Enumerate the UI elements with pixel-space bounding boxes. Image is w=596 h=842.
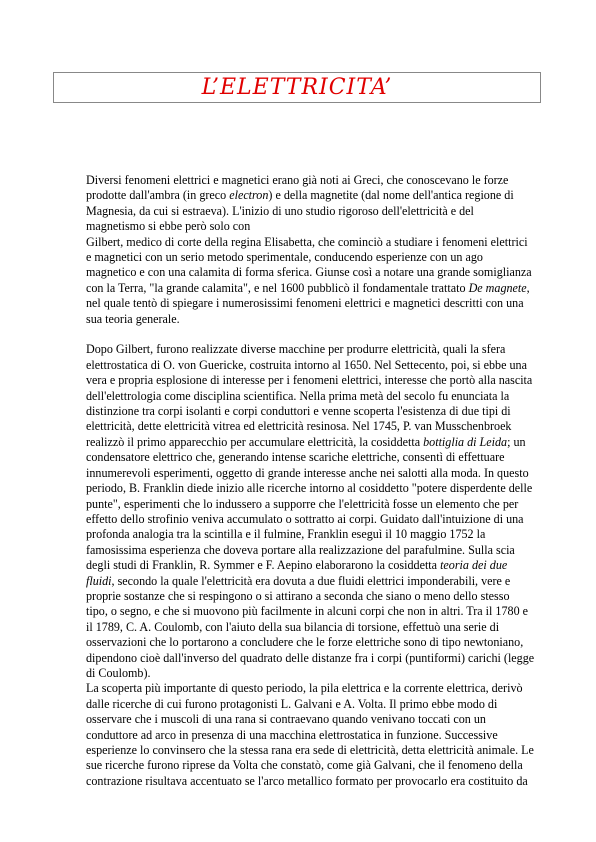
text-line: La scoperta più importante di questo periodo, la pila elettrica e la corrente elettrica, derivò [86, 681, 523, 696]
text-line: fluidi, secondo la quale l'elettricità era dovuta a due fluidi elettrici imponderabili, vere e [86, 573, 511, 588]
text-line: dalle ricerche di cui furono protagonisti L. Galvani e A. Volta. Il primo ebbe modo di [86, 696, 498, 711]
text-line: contrazione risultava accentuato se l'arco metallico formato per provocarlo era costituito da [86, 773, 528, 788]
text-line: Magnesia, da cui si estraeva). L'inizio di uno studio rigoroso dell'elettricità e del [86, 203, 474, 218]
paragraph-2 [86, 342, 538, 789]
text-line: prodotte dall'ambra (in greco electron) e della magnetite (dal nome dell'antica regione di [86, 188, 514, 203]
text-line: elettrostatica di O. von Guericke, costruita intorno al 1650. Nel Settecento, poi, si ebbe una [86, 357, 527, 372]
italic-term: bottiglia di Leida [423, 434, 508, 449]
italic-term: electron [229, 188, 269, 203]
text-line: sue ricerche furono riprese da Volta che constatò, come già Galvani, che il fenomeno della [86, 758, 523, 773]
text-line: famosissima esperienza che doveva portare alla realizzazione del parafulmine. Sulla scia [86, 542, 515, 557]
text-line: dell'elettrologia come disciplina scientifica. Nella prima metà del secolo fu enunciata la [86, 388, 510, 403]
text-line: degli studi di Franklin, R. Symmer e F. Aepino elaborarono la cosiddetta teoria dei due [86, 558, 508, 573]
text-line: effetto dello strofinio veniva accumulato o sottratto ai corpi. Guidato dall'intuizione di una [86, 511, 524, 526]
text-line: periodo, B. Franklin diede inizio alle ricerche intorno al cosiddetto "potere disperdente delle [86, 481, 533, 496]
text-line: esperienze lo convinsero che la stessa rana era sede di elettricità, detta elettricità animale. Le [86, 743, 534, 758]
text-line: di Coulomb). [86, 665, 151, 680]
text-line: dipendono cioè dall'inverso del quadrato delle distanze fra i corpi (puntiformi) carichi (legge [86, 650, 535, 665]
italic-term: De magnete [468, 280, 527, 295]
title-box [53, 72, 541, 103]
text-line: e magnetici con un serio metodo sperimentale, conducendo esperienze con un ago [86, 250, 483, 265]
text-line: il 1789, C. A. Coulomb, con l'aiuto della sua bilancia di torsione, effettuò una serie di [86, 619, 500, 634]
text-line: punte", esperimenti che lo indussero a supporre che l'elettricità fosse un elemento che per [86, 496, 519, 511]
text-line: proprie sostanze che si respingono o si attirano a seconda che siano o meno dello stesso [86, 588, 510, 603]
text-line: condensatore elettrico che, generando intense scariche elettriche, consentì di effettuare [86, 450, 505, 465]
text-line: osservare che i muscoli di una rana si contraevano quando venivano toccati con un [86, 712, 486, 727]
text-line: nel quale tentò di spiegare i numerosissimi fenomeni elettrici e magnetici descritti con una [86, 296, 524, 311]
text-line: distinzione tra corpi isolanti e corpi conduttori e venne scoperta l'esistenza di due tipi di [86, 404, 511, 419]
text-line: vera e propria esplosione di interesse per i fenomeni elettrici, interesse che portò alla nascita [86, 373, 533, 388]
text-line: elettricità, dette elettricità vitrea ed elettricità resinosa. Nel 1745, P. van Musschenbroek [86, 419, 512, 434]
article-body [86, 173, 538, 789]
text-line: Diversi fenomeni elettrici e magnetici erano già noti ai Greci, che conoscevano le forze [86, 173, 509, 187]
text-line: Dopo Gilbert, furono realizzate diverse macchine per produrre elettricità, quali la sfera [86, 342, 506, 357]
text-line: magnetismo si ebbe però solo con [86, 219, 251, 234]
text-line: magnetico e con una calamita di forma sferica. Giunse così a notare una grande somiglianza [86, 265, 532, 280]
text-line: tipo, o segno, e che si muovono più facilmente in alcuni corpi che non in altri. Tra il 1780 e [86, 604, 529, 619]
text-line: conduttore ad arco in presenza di una macchina elettrostatica in funzione. Successive [86, 727, 498, 742]
text-line: sua teoria generale. [86, 311, 180, 326]
page-title: L’ELETTRICITA’ [201, 74, 393, 100]
italic-term: fluidi [86, 573, 112, 588]
text-line: profonda analogia tra la scintilla e il fulmine, Franklin eseguì il 10 maggio 1752 la [86, 527, 486, 542]
italic-term: teoria dei due [440, 558, 508, 573]
text-line: realizzò il primo apparecchio per accumulare elettricità, la cosiddetta bottiglia di Leida; un [86, 434, 526, 449]
text-line: con la Terra, "la grande calamita", e nel 1600 pubblicò il fondamentale trattato De magnete, [86, 280, 530, 295]
text-line: Gilbert, medico di corte della regina Elisabetta, che cominciò a studiare i fenomeni elettrici [86, 234, 528, 249]
paragraph-1 [86, 173, 538, 327]
text-line: innumerevoli esperimenti, oggetto di grande interesse anche nei salotti alla moda. In questo [86, 465, 529, 480]
text-line: osservazioni che lo portarono a concludere che le forze elettriche sono di tipo newtoniano, [86, 635, 524, 650]
paragraph-gap [86, 327, 538, 342]
